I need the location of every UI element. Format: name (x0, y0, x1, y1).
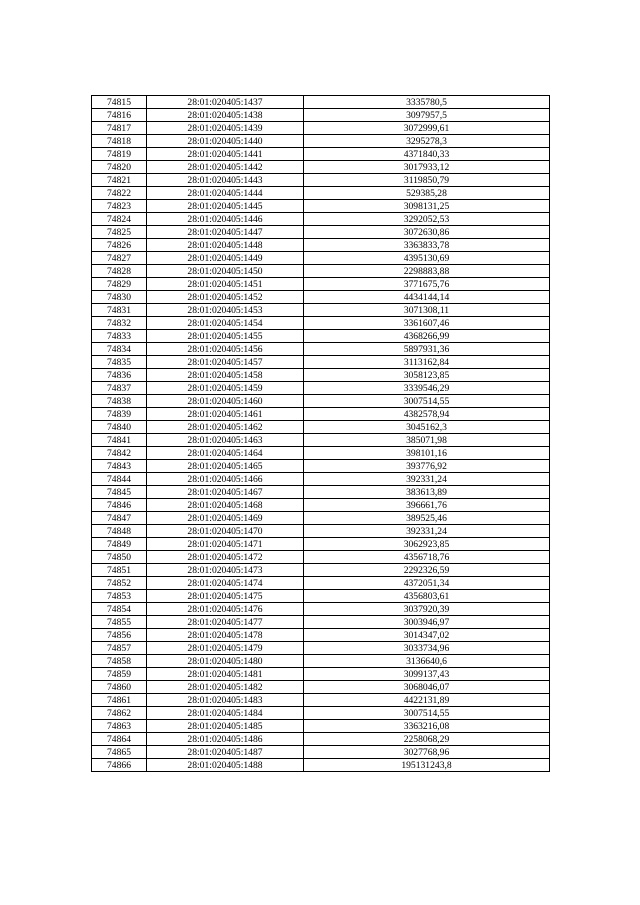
cadastral-number-cell: 28:01:020405:1454 (147, 317, 304, 330)
value-cell: 3119850,79 (304, 174, 550, 187)
value-cell: 383613,89 (304, 486, 550, 499)
cadastral-number-cell: 28:01:020405:1475 (147, 590, 304, 603)
table-row (92, 239, 550, 252)
cadastral-number-cell: 28:01:020405:1473 (147, 564, 304, 577)
cadastral-number-cell: 28:01:020405:1445 (147, 200, 304, 213)
cadastral-number-cell: 28:01:020405:1444 (147, 187, 304, 200)
value-cell: 3033734,96 (304, 642, 550, 655)
value-cell: 3027768,96 (304, 746, 550, 759)
row-number-cell: 74845 (92, 486, 147, 499)
table-row (92, 96, 550, 109)
row-number-cell: 74862 (92, 707, 147, 720)
table-row (92, 369, 550, 382)
cadastral-number-cell: 28:01:020405:1438 (147, 109, 304, 122)
row-number-cell: 74859 (92, 668, 147, 681)
cadastral-number-cell: 28:01:020405:1441 (147, 148, 304, 161)
cadastral-number-cell: 28:01:020405:1457 (147, 356, 304, 369)
table-row (92, 564, 550, 577)
cadastral-number-cell: 28:01:020405:1453 (147, 304, 304, 317)
value-cell: 398101,16 (304, 447, 550, 460)
value-cell: 392331,24 (304, 473, 550, 486)
value-cell: 4434144,14 (304, 291, 550, 304)
table-row (92, 226, 550, 239)
table-row (92, 525, 550, 538)
cadastral-number-cell: 28:01:020405:1439 (147, 122, 304, 135)
cadastral-number-cell: 28:01:020405:1474 (147, 577, 304, 590)
value-cell: 393776,92 (304, 460, 550, 473)
cadastral-number-cell: 28:01:020405:1442 (147, 161, 304, 174)
cadastral-number-cell: 28:01:020405:1455 (147, 330, 304, 343)
cadastral-number-cell: 28:01:020405:1486 (147, 733, 304, 746)
table-row (92, 616, 550, 629)
row-number-cell: 74857 (92, 642, 147, 655)
table-row (92, 356, 550, 369)
table-row (92, 733, 550, 746)
cadastral-number-cell: 28:01:020405:1485 (147, 720, 304, 733)
row-number-cell: 74846 (92, 499, 147, 512)
table-row (92, 629, 550, 642)
cadastral-number-cell: 28:01:020405:1465 (147, 460, 304, 473)
value-cell: 3003946,97 (304, 616, 550, 629)
table-row (92, 317, 550, 330)
value-cell: 385071,98 (304, 434, 550, 447)
table-row (92, 538, 550, 551)
cadastral-number-cell: 28:01:020405:1443 (147, 174, 304, 187)
value-cell: 3062923,85 (304, 538, 550, 551)
value-cell: 529385,28 (304, 187, 550, 200)
cadastral-number-cell: 28:01:020405:1480 (147, 655, 304, 668)
cadastral-number-cell: 28:01:020405:1487 (147, 746, 304, 759)
value-cell: 396661,76 (304, 499, 550, 512)
cadastral-number-cell: 28:01:020405:1469 (147, 512, 304, 525)
table-row (92, 304, 550, 317)
row-number-cell: 74829 (92, 278, 147, 291)
cadastral-number-cell: 28:01:020405:1472 (147, 551, 304, 564)
cadastral-number-cell: 28:01:020405:1446 (147, 213, 304, 226)
table-row (92, 200, 550, 213)
row-number-cell: 74828 (92, 265, 147, 278)
cadastral-number-cell: 28:01:020405:1448 (147, 239, 304, 252)
cadastral-number-cell: 28:01:020405:1458 (147, 369, 304, 382)
value-cell: 3014347,02 (304, 629, 550, 642)
row-number-cell: 74822 (92, 187, 147, 200)
cadastral-number-cell: 28:01:020405:1471 (147, 538, 304, 551)
table-row (92, 707, 550, 720)
table-row (92, 421, 550, 434)
table-row (92, 213, 550, 226)
value-cell: 3295278,3 (304, 135, 550, 148)
value-cell: 3136640,6 (304, 655, 550, 668)
value-cell: 3058123,85 (304, 369, 550, 382)
row-number-cell: 74856 (92, 629, 147, 642)
row-number-cell: 74832 (92, 317, 147, 330)
value-cell: 4372051,34 (304, 577, 550, 590)
table-row (92, 668, 550, 681)
value-cell: 3072999,61 (304, 122, 550, 135)
table-row (92, 187, 550, 200)
value-cell: 4382578,94 (304, 408, 550, 421)
value-cell: 3363833,78 (304, 239, 550, 252)
cadastral-number-cell: 28:01:020405:1440 (147, 135, 304, 148)
row-number-cell: 74843 (92, 460, 147, 473)
row-number-cell: 74842 (92, 447, 147, 460)
cadastral-number-cell: 28:01:020405:1452 (147, 291, 304, 304)
cadastral-number-cell: 28:01:020405:1466 (147, 473, 304, 486)
value-cell: 3771675,76 (304, 278, 550, 291)
value-cell: 195131243,8 (304, 759, 550, 772)
value-cell: 392331,24 (304, 525, 550, 538)
table-row (92, 642, 550, 655)
row-number-cell: 74833 (92, 330, 147, 343)
row-number-cell: 74836 (92, 369, 147, 382)
table-row (92, 460, 550, 473)
cadastral-number-cell: 28:01:020405:1479 (147, 642, 304, 655)
row-number-cell: 74844 (92, 473, 147, 486)
table-row (92, 343, 550, 356)
row-number-cell: 74838 (92, 395, 147, 408)
cadastral-number-cell: 28:01:020405:1449 (147, 252, 304, 265)
cadastral-number-cell: 28:01:020405:1456 (147, 343, 304, 356)
cadastral-number-cell: 28:01:020405:1450 (147, 265, 304, 278)
value-cell: 4368266,99 (304, 330, 550, 343)
value-cell: 3007514,55 (304, 707, 550, 720)
value-cell: 3361607,46 (304, 317, 550, 330)
cadastral-number-cell: 28:01:020405:1459 (147, 382, 304, 395)
row-number-cell: 74827 (92, 252, 147, 265)
value-cell: 3071308,11 (304, 304, 550, 317)
table-row (92, 291, 550, 304)
value-cell: 3335780,5 (304, 96, 550, 109)
row-number-cell: 74824 (92, 213, 147, 226)
table-row (92, 408, 550, 421)
row-number-cell: 74847 (92, 512, 147, 525)
row-number-cell: 74820 (92, 161, 147, 174)
row-number-cell: 74848 (92, 525, 147, 538)
cadastral-number-cell: 28:01:020405:1484 (147, 707, 304, 720)
cadastral-number-cell: 28:01:020405:1447 (147, 226, 304, 239)
row-number-cell: 74815 (92, 96, 147, 109)
table-row (92, 681, 550, 694)
value-cell: 5897931,36 (304, 343, 550, 356)
row-number-cell: 74861 (92, 694, 147, 707)
table-row (92, 551, 550, 564)
cadastral-value-table (91, 95, 550, 772)
table-row (92, 577, 550, 590)
value-cell: 4356803,61 (304, 590, 550, 603)
row-number-cell: 74834 (92, 343, 147, 356)
value-cell: 2292326,59 (304, 564, 550, 577)
row-number-cell: 74825 (92, 226, 147, 239)
table-row (92, 603, 550, 616)
value-cell: 4422131,89 (304, 694, 550, 707)
value-cell: 3098131,25 (304, 200, 550, 213)
cadastral-number-cell: 28:01:020405:1437 (147, 96, 304, 109)
row-number-cell: 74850 (92, 551, 147, 564)
table-row (92, 720, 550, 733)
value-cell: 4356718,76 (304, 551, 550, 564)
value-cell: 3292052,53 (304, 213, 550, 226)
table-row (92, 499, 550, 512)
table-row (92, 148, 550, 161)
value-cell: 3097957,5 (304, 109, 550, 122)
table-row (92, 161, 550, 174)
row-number-cell: 74840 (92, 421, 147, 434)
row-number-cell: 74865 (92, 746, 147, 759)
row-number-cell: 74863 (92, 720, 147, 733)
value-cell: 4395130,69 (304, 252, 550, 265)
value-cell: 3045162,3 (304, 421, 550, 434)
row-number-cell: 74841 (92, 434, 147, 447)
cadastral-number-cell: 28:01:020405:1478 (147, 629, 304, 642)
row-number-cell: 74826 (92, 239, 147, 252)
cadastral-number-cell: 28:01:020405:1476 (147, 603, 304, 616)
value-cell: 3017933,12 (304, 161, 550, 174)
table-row (92, 590, 550, 603)
cadastral-number-cell: 28:01:020405:1470 (147, 525, 304, 538)
row-number-cell: 74853 (92, 590, 147, 603)
table-row (92, 395, 550, 408)
value-cell: 389525,46 (304, 512, 550, 525)
row-number-cell: 74852 (92, 577, 147, 590)
cadastral-number-cell: 28:01:020405:1461 (147, 408, 304, 421)
row-number-cell: 74855 (92, 616, 147, 629)
row-number-cell: 74821 (92, 174, 147, 187)
table-row (92, 135, 550, 148)
table-row (92, 655, 550, 668)
row-number-cell: 74835 (92, 356, 147, 369)
cadastral-number-cell: 28:01:020405:1467 (147, 486, 304, 499)
table-row (92, 174, 550, 187)
value-cell: 2298883,88 (304, 265, 550, 278)
value-cell: 3113162,84 (304, 356, 550, 369)
table-body (92, 96, 550, 772)
cadastral-number-cell: 28:01:020405:1482 (147, 681, 304, 694)
table-row (92, 265, 550, 278)
table-row (92, 746, 550, 759)
row-number-cell: 74864 (92, 733, 147, 746)
value-cell: 3363216,08 (304, 720, 550, 733)
row-number-cell: 74858 (92, 655, 147, 668)
row-number-cell: 74817 (92, 122, 147, 135)
cadastral-number-cell: 28:01:020405:1451 (147, 278, 304, 291)
value-cell: 3037920,39 (304, 603, 550, 616)
row-number-cell: 74854 (92, 603, 147, 616)
table-row (92, 252, 550, 265)
row-number-cell: 74839 (92, 408, 147, 421)
value-cell: 3099137,43 (304, 668, 550, 681)
cadastral-number-cell: 28:01:020405:1481 (147, 668, 304, 681)
row-number-cell: 74830 (92, 291, 147, 304)
table-row (92, 759, 550, 772)
value-cell: 3072630,86 (304, 226, 550, 239)
row-number-cell: 74818 (92, 135, 147, 148)
value-cell: 3339546,29 (304, 382, 550, 395)
table-row (92, 473, 550, 486)
cadastral-number-cell: 28:01:020405:1477 (147, 616, 304, 629)
row-number-cell: 74849 (92, 538, 147, 551)
cadastral-number-cell: 28:01:020405:1464 (147, 447, 304, 460)
row-number-cell: 74837 (92, 382, 147, 395)
value-cell: 2258068,29 (304, 733, 550, 746)
table-row (92, 694, 550, 707)
table-row (92, 434, 550, 447)
table-row (92, 382, 550, 395)
table-row (92, 447, 550, 460)
table-row (92, 512, 550, 525)
row-number-cell: 74860 (92, 681, 147, 694)
row-number-cell: 74816 (92, 109, 147, 122)
cadastral-number-cell: 28:01:020405:1460 (147, 395, 304, 408)
row-number-cell: 74831 (92, 304, 147, 317)
cadastral-number-cell: 28:01:020405:1488 (147, 759, 304, 772)
value-cell: 3068046,07 (304, 681, 550, 694)
table-row (92, 122, 550, 135)
cadastral-number-cell: 28:01:020405:1462 (147, 421, 304, 434)
cadastral-number-cell: 28:01:020405:1463 (147, 434, 304, 447)
table-row (92, 330, 550, 343)
value-cell: 4371840,33 (304, 148, 550, 161)
row-number-cell: 74823 (92, 200, 147, 213)
cadastral-number-cell: 28:01:020405:1483 (147, 694, 304, 707)
value-cell: 3007514,55 (304, 395, 550, 408)
cadastral-number-cell: 28:01:020405:1468 (147, 499, 304, 512)
table-row (92, 278, 550, 291)
row-number-cell: 74866 (92, 759, 147, 772)
table-row (92, 486, 550, 499)
row-number-cell: 74851 (92, 564, 147, 577)
table-row (92, 109, 550, 122)
row-number-cell: 74819 (92, 148, 147, 161)
